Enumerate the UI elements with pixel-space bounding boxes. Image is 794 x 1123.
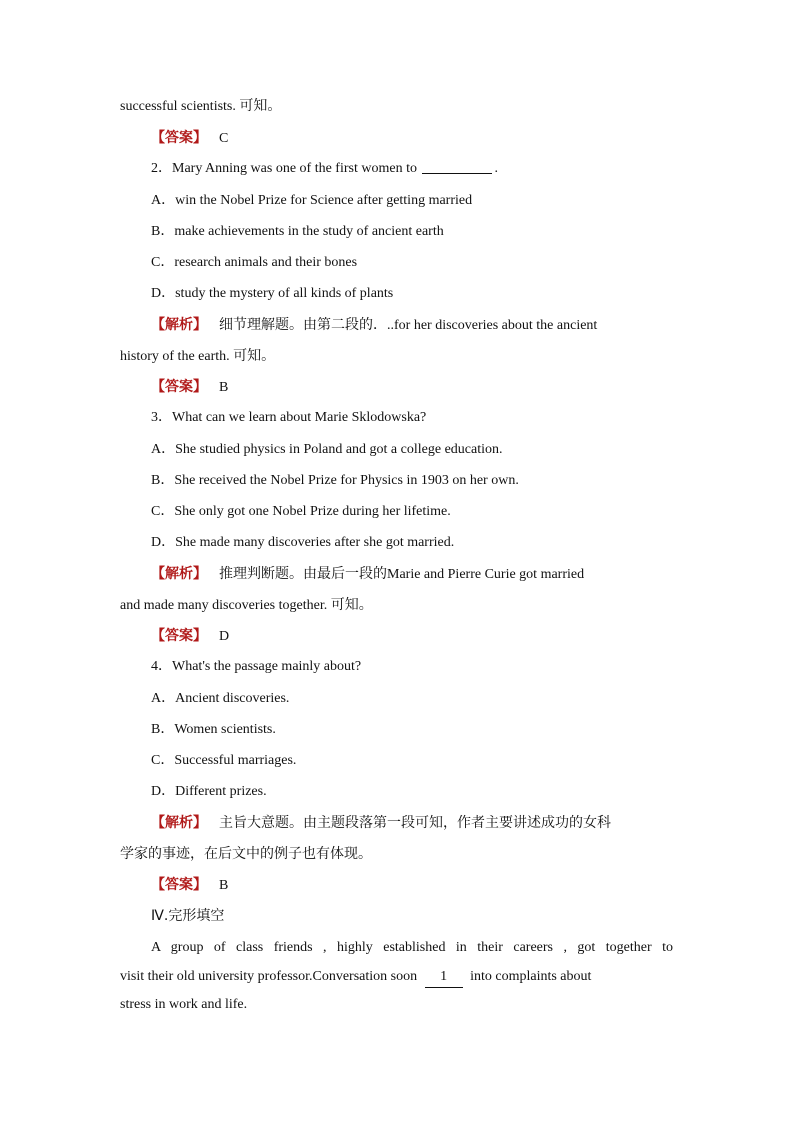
question-3-analysis-cont [120, 595, 373, 616]
cloze-line-2 [120, 967, 591, 988]
question-4-option-b: B．Women scientists. [151, 722, 276, 737]
analysis-text-zh: 细节理解题。由第二段的． [219, 317, 387, 333]
answer-tag: 【答案】 [151, 877, 207, 893]
answer-tag: 【答案】 [151, 628, 207, 644]
analysis-tag: 【解析】 [151, 815, 207, 831]
continued-analysis-line [120, 96, 281, 117]
question-3-option-c: C．She only got one Nobel Prize during her lifetime. [151, 504, 451, 519]
cloze-text: into complaints about [466, 969, 592, 984]
answer-2 [151, 377, 228, 398]
question-4-option-d: D．Different prizes. [151, 784, 267, 799]
section-heading: Ⅳ.完形填空 [151, 908, 225, 924]
analysis-text: ..for her discoveries about the ancient [387, 318, 598, 333]
question-2-stem [151, 159, 498, 179]
cloze-line-3: stress in work and life. [120, 997, 248, 1012]
question-4-analysis [151, 813, 611, 834]
answer-3 [151, 626, 229, 647]
question-text-end: . [494, 161, 498, 176]
analysis-text-zh: 可知。 [233, 348, 276, 364]
answer-value: B [219, 380, 229, 395]
question-text: 2．Mary Anning was one of the first women to [151, 161, 421, 176]
question-3-option-d: D．She made many discoveries after she got married. [151, 535, 455, 550]
analysis-text: and made many discoveries together. [120, 598, 331, 613]
analysis-text: history of the earth. [120, 349, 234, 364]
question-3-option-a: A．She studied physics in Poland and got a college education. [151, 442, 503, 457]
answer-value: C [219, 131, 229, 146]
question-2-analysis-cont [120, 346, 275, 367]
question-4-analysis-cont: 学家的事迹，在后文中的例子也有体现。 [120, 846, 372, 862]
question-3-option-b: B．She received the Nobel Prize for Physics in 1903 on her own. [151, 473, 519, 488]
analysis-text-zh: 主旨大意题。由主题段落第一段可知，作者主要讲述成功的女科 [219, 815, 611, 831]
answer-1 [151, 128, 228, 149]
analysis-text: successful scientists. [120, 99, 240, 114]
question-3-analysis [151, 564, 584, 585]
answer-value: D [219, 629, 230, 644]
analysis-text: Marie and Pierre Curie got married [387, 567, 585, 582]
question-2-option-a: A．win the Nobel Prize for Science after getting married [151, 193, 473, 208]
analysis-tag: 【解析】 [151, 317, 207, 333]
question-4-option-c: C．Successful marriages. [151, 753, 297, 768]
analysis-text-zh: 推理判断题。由最后一段的 [219, 566, 387, 582]
answer-blank [422, 159, 492, 174]
cloze-line-1 [151, 938, 673, 958]
answer-tag: 【答案】 [151, 130, 207, 146]
analysis-text-zh: 可知。 [239, 98, 282, 114]
answer-4 [151, 875, 228, 896]
cloze-text: visit their old university professor.Conversation soon [120, 969, 421, 984]
answer-tag: 【答案】 [151, 379, 207, 395]
question-4-stem: 4．What's the passage mainly about? [151, 659, 362, 674]
analysis-text-zh: 可知。 [330, 597, 373, 613]
question-2-analysis [151, 315, 597, 336]
cloze-text: A group of class friends , highly established in their careers , got together to [151, 940, 673, 955]
question-4-option-a: A．Ancient discoveries. [151, 691, 290, 706]
question-2-option-b: B．make achievements in the study of ancient earth [151, 224, 444, 239]
answer-value: B [219, 878, 229, 893]
question-2-option-c: C．research animals and their bones [151, 255, 358, 270]
question-2-option-d: D．study the mystery of all kinds of plants [151, 286, 394, 301]
question-3-stem: 3．What can we learn about Marie Sklodowska? [151, 410, 427, 425]
analysis-tag: 【解析】 [151, 566, 207, 582]
cloze-blank-1: 1 [425, 967, 463, 988]
